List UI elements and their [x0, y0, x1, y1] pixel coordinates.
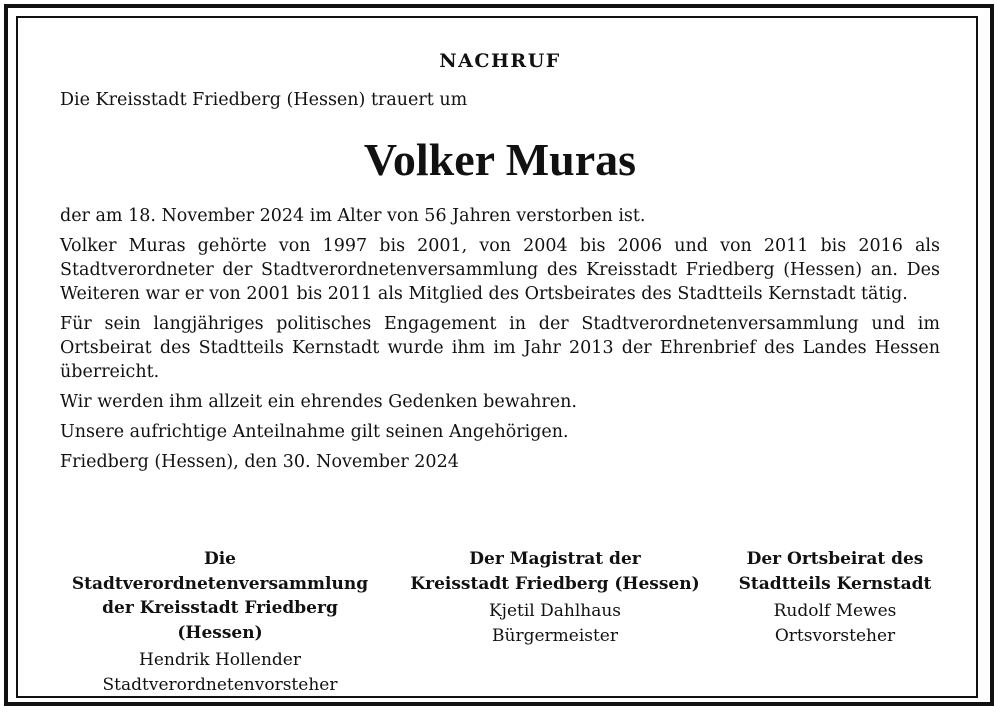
signer-name: Rudolf Mewes — [773, 601, 897, 621]
place-and-date: Friedberg (Hessen), den 30. November 2024 — [60, 452, 459, 472]
signer-role: Ortsvorsteher — [774, 625, 896, 646]
signer-name: Kjetil Dahlhaus — [488, 601, 622, 621]
signer-name: Hendrik Hollender — [139, 650, 301, 670]
signer-district-council — [730, 547, 940, 697]
intro-line: Die Kreisstadt Friedberg (Hessen) trauert um — [60, 90, 468, 110]
deceased-name: Volker Muras — [363, 134, 637, 185]
signer-organization: Der Ortsbeirat des Stadtteils Kernstadt — [738, 549, 932, 594]
signer-magistrate — [405, 547, 705, 697]
paragraph-remembrance: Wir werden ihm allzeit ein ehrendes Gedenken bewahren. — [60, 392, 577, 412]
notice-heading: NACHRUF — [439, 50, 561, 72]
signer-council — [60, 547, 380, 697]
obituary-body — [60, 46, 940, 480]
paragraph-honor: Für sein langjähriges politisches Engagement in der Stadtverordnetenversammlung und im Ortsbeirat des Stadtteils Kernstadt wurde ihm im Jahr 2013 der Ehrenbrief des Landes Hessen überreicht. — [60, 314, 940, 382]
paragraph-death-date: der am 18. November 2024 im Alter von 56 Jahren verstorben ist. — [60, 206, 646, 226]
signer-organization: Der Magistrat der Kreisstadt Friedberg (Hessen) — [410, 549, 700, 594]
signer-role: Stadtverordnetenvorsteher — [102, 674, 338, 695]
signer-organization: Die Stadtverordnetenversammlung der Kreisstadt Friedberg (Hessen) — [71, 549, 369, 643]
signer-role: Bürgermeister — [492, 625, 618, 646]
paragraph-condolence: Unsere aufrichtige Anteilnahme gilt seinen Angehörigen. — [60, 422, 569, 442]
paragraph-career: Volker Muras gehörte von 1997 bis 2001, von 2004 bis 2006 und von 2011 bis 2016 als Stadtverordneter der Stadtverordnetenversammlung des Kreisstadt Friedberg (Hessen) an. Des Weiteren war er von 2001 bis 2011 als Mitglied des Ortsbeirates des Stadtteils Kernstadt tätig. — [60, 236, 940, 304]
signatories — [60, 547, 940, 697]
